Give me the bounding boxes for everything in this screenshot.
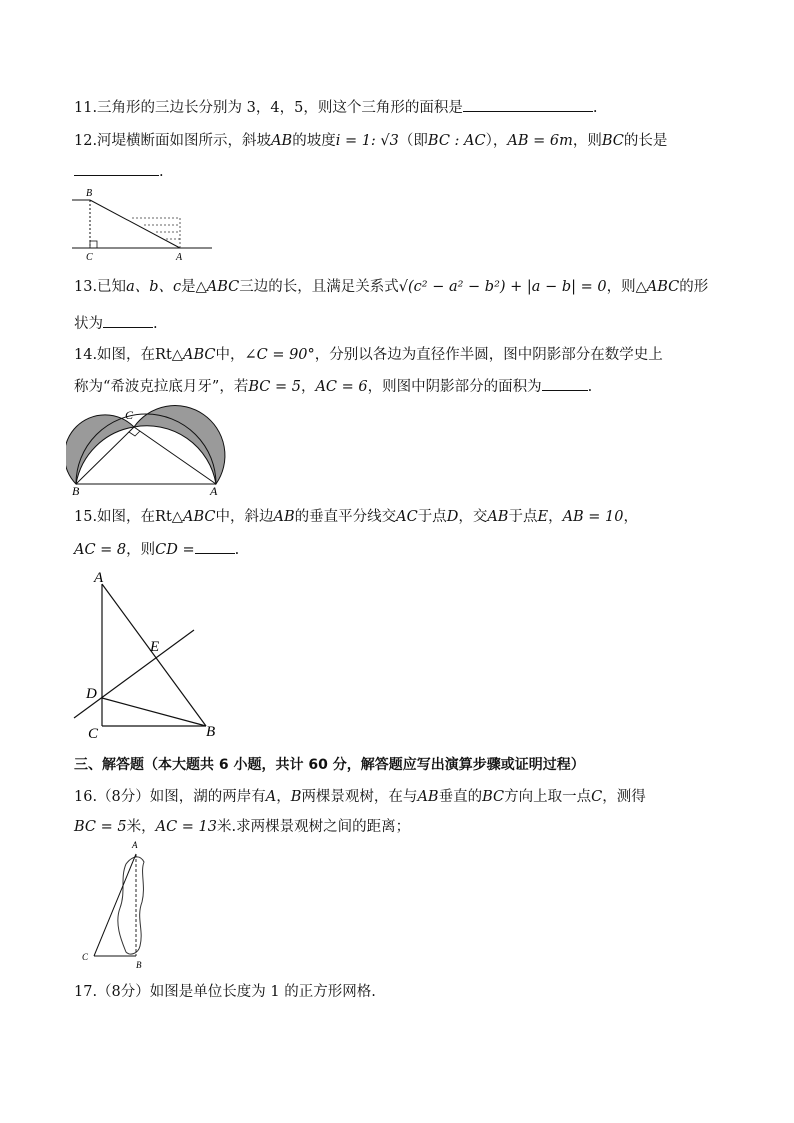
question-14-line2: 称为“希波克拉底月牙”，若BC = 5，AC = 6，则图中阴影部分的面积为 . [74,376,592,397]
question-16-line2: BC = 5米，AC = 13米.求两棵景观树之间的距离； [74,819,411,835]
answer-blank [195,539,235,554]
lune-figure [66,400,230,496]
label-B: B [72,484,80,496]
right-triangle-figure [66,566,226,744]
question-11-text: 11.三角形的三边长分别为 3，4，5，则这个三角形的面积是 [74,100,463,116]
label-B: B [136,960,142,970]
question-16: 16.（8分）如图，湖的两岸有A，B两棵景观树，在与AB垂直的BC方向上取一点C，测得 [74,789,646,805]
question-13: 13.已知a、b、c是△ABC三边的长，且满足关系式√(c² − a² − b²) + |a − b| = 0，则△ABC的形 [74,279,709,295]
label-B: B [206,724,216,740]
label-A: A [176,252,183,262]
label-A: A [210,484,218,496]
question-15: 15.如图，在Rt△ABC中，斜边AB的垂直平分线交AC于点D，交AB于点E，AB = 10， [74,509,639,525]
question-12: 12.河堤横断面如图所示，斜坡AB的坡度i = 1: √3（即BC : AC），AB = 6m，则BC的长是 [74,133,668,149]
answer-blank [542,376,588,391]
question-14: 14.如图，在Rt△ABC中，∠C = 90°，分别以各边为直径作半圆，图中阴影部分在数学史上 [74,347,663,363]
answer-blank [463,97,593,112]
label-A: A [94,570,104,586]
label-A: A [132,840,138,850]
question-13-line2: 状为 . [74,313,158,334]
answer-blank [103,313,153,328]
label-C: C [86,252,93,262]
label-B: B [86,188,93,199]
condition-formula: √(c² − a² − b²) + |a − b| = 0 [398,279,607,295]
label-E: E [150,639,160,655]
section-3-heading: 三、解答题（本大题共 6 小题，共计 60 分，解答题应写出演算步骤或证明过程） [74,757,585,773]
label-D: D [86,686,97,702]
label-C: C [125,408,134,422]
label-C: C [88,726,99,742]
question-17: 17.（8分）如图是单位长度为 1 的正方形网格. [74,984,376,1000]
question-12-line2: . [74,161,164,182]
embankment-figure [66,186,216,262]
question-11: 11.三角形的三边长分别为 3，4，5，则这个三角形的面积是 . [74,97,597,118]
label-C: C [82,952,89,962]
question-15-line2: AC = 8，则CD = . [74,539,239,560]
answer-blank [74,161,159,176]
lake-figure [74,838,158,972]
